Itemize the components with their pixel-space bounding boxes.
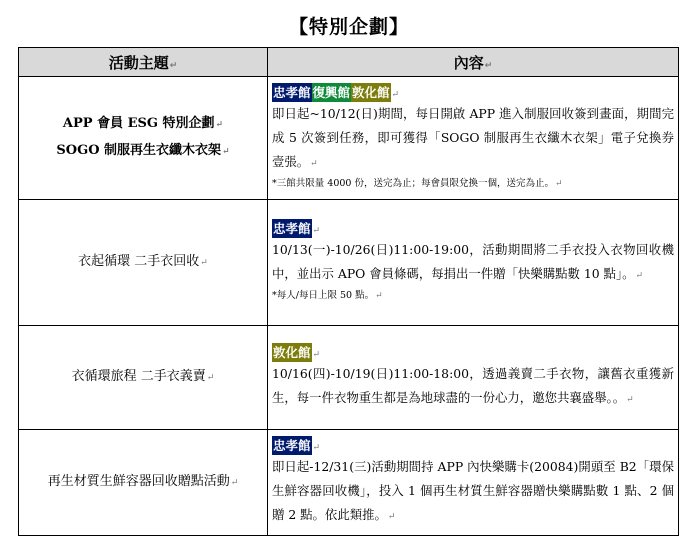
- content-body: 即日起-12/31(三)活動期間持 APP 內快樂購卡(20084)開頭至 B2「環保生鮮容器回收機」，投入 1 個再生材質生鮮容器贈快樂購點數 1 點、2 個贈 2 點。依此類推。: [272, 458, 674, 522]
- paragraph-mark-icon: ↵: [206, 373, 215, 383]
- theme-line: APP 會員 ESG 特別企劃: [62, 116, 215, 131]
- paragraph-mark-icon: ↵: [312, 349, 321, 360]
- paragraph-mark-icon: ↵: [230, 478, 239, 488]
- content-body: 10/13(一)-10/26(日)11:00-19:00，活動期間將二手衣投入衣物回收機中，並出示 APO 會員條碼，每捐出一件贈「快樂購點數 10 點」。: [272, 242, 674, 281]
- store-tags: [272, 219, 674, 238]
- table-row: [19, 200, 679, 326]
- store-tag-zhongxiao: 忠孝館: [273, 221, 311, 236]
- paragraph-mark-icon: ↵: [391, 89, 400, 100]
- store-tag-fuxing: 復興館: [312, 84, 351, 100]
- header-theme-label: 活動主題: [108, 53, 169, 72]
- paragraph-mark-icon: ↵: [215, 120, 224, 130]
- store-tag-zhongxiao: 忠孝館: [273, 437, 311, 453]
- theme-cell: [19, 200, 268, 326]
- theme-line: 再生材質生鮮容器回收贈點活動: [47, 474, 230, 489]
- content-cell: [268, 326, 679, 430]
- content-note: *每人/每日上限 50 點。: [272, 290, 375, 301]
- paragraph-mark-icon: ↵: [375, 291, 383, 301]
- theme-cell: [19, 326, 268, 430]
- paragraph-mark-icon: ↵: [484, 60, 493, 71]
- table-header-row: [19, 48, 679, 77]
- table-row: [19, 326, 679, 430]
- store-tag-dunhua: 敦化館: [273, 344, 311, 360]
- header-content: [268, 48, 679, 77]
- theme-cell: [19, 77, 268, 200]
- store-tag-dunhua: 敦化館: [352, 84, 390, 100]
- theme-line: SOGO 制服再生衣纖木衣架: [56, 143, 222, 158]
- theme-line: 衣起循環 二手衣回收: [78, 254, 200, 269]
- paragraph-mark-icon: ↵: [312, 442, 321, 453]
- paragraph-mark-icon: ↵: [554, 178, 563, 189]
- paragraph-mark-icon: ↵: [387, 511, 396, 522]
- content-cell: [268, 430, 679, 536]
- paragraph-mark-icon: ↵: [312, 226, 321, 236]
- content-body: 即日起~10/12(日)期間，每日開啟 APP 進入制服回收簽到畫面，期間完成 5 次簽到任務，即可獲得「SOGO 制服再生衣纖木衣架」電子兌換券壹張。: [272, 105, 674, 169]
- table-row: [19, 77, 679, 200]
- theme-line: 衣循環旅程 二手衣義賣: [71, 369, 206, 384]
- paragraph-mark-icon: ↵: [310, 158, 318, 169]
- content-cell: [268, 77, 679, 200]
- store-tags: [272, 343, 674, 362]
- table-row: [19, 430, 679, 536]
- store-tags: [272, 436, 674, 455]
- header-content-label: 內容: [453, 53, 484, 72]
- special-events-table: [18, 47, 679, 536]
- paragraph-mark-icon: ↵: [169, 60, 178, 71]
- content-body: 10/16(四)-10/19(日)11:00-18:00，透過義賣二手衣物，讓舊衣重獲新生，每一件衣物重生都是為地球盡的一份心力，邀您共襄盛舉。。: [272, 365, 674, 405]
- theme-cell: [19, 430, 268, 536]
- paragraph-mark-icon: ↵: [635, 271, 644, 281]
- paragraph-mark-icon: ↵: [222, 147, 230, 157]
- header-theme: [19, 48, 268, 77]
- paragraph-mark-icon: ↵: [626, 394, 634, 405]
- content-note: *三館共限量 4000 份，送完為止；每會員限兌換一個，送完為止。: [272, 177, 554, 189]
- page-title: 【特別企劃】: [288, 16, 409, 38]
- store-tag-zhongxiao: 忠孝館: [273, 84, 311, 100]
- store-tags: [272, 83, 674, 102]
- paragraph-mark-icon: ↵: [200, 258, 208, 268]
- content-cell: [268, 200, 679, 326]
